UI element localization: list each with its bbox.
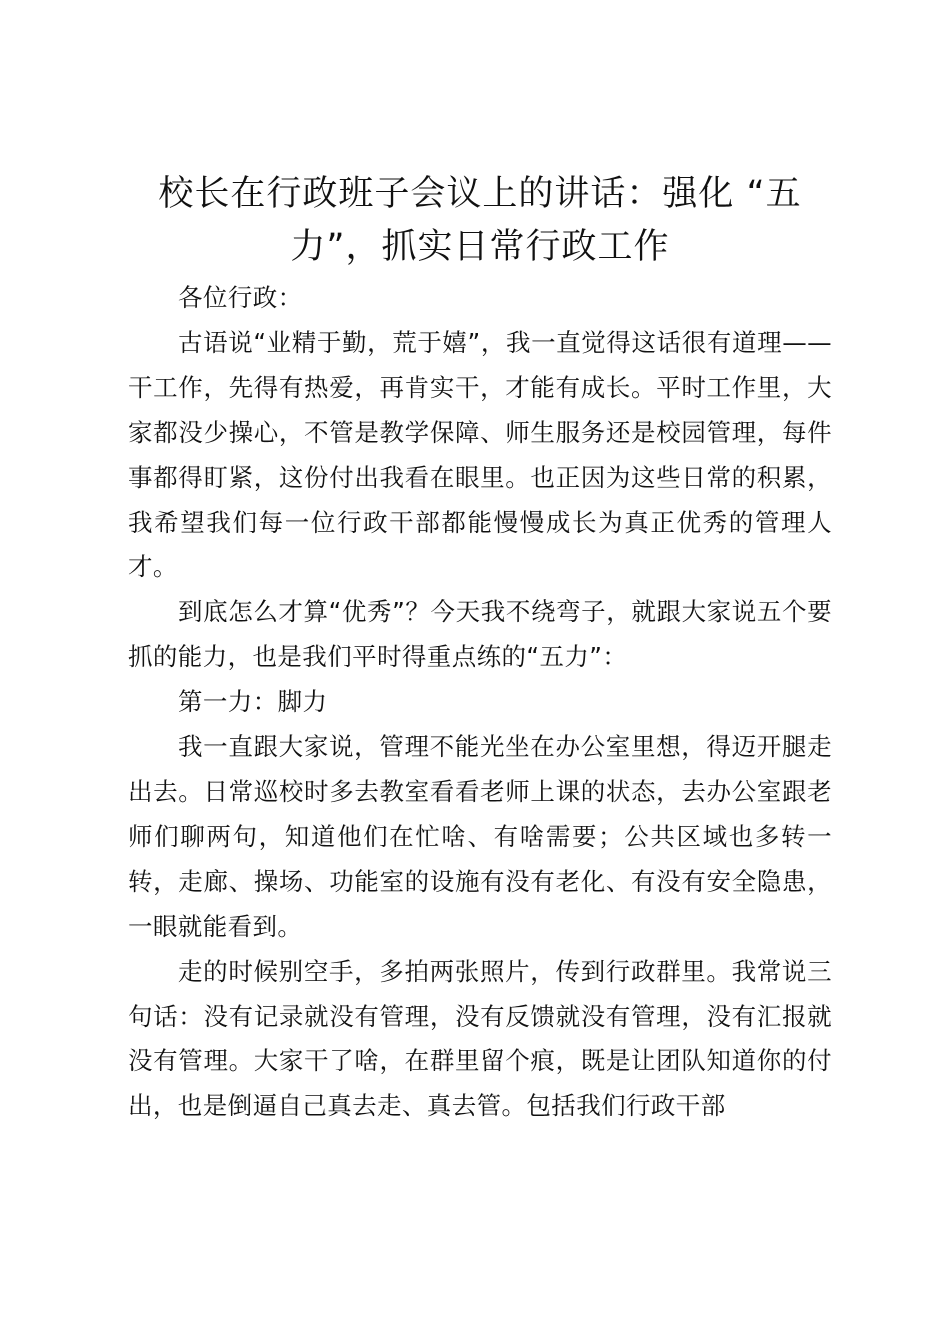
section-heading: 第一力：脚力 bbox=[178, 687, 328, 717]
paragraph: 走的时候别空手，多拍两张照片，传到行政群里。我常说三句话：没有记录就没有管理，没有反馈就没有管理，没有汇报就没有管理。大家干了啥，在群里留个痕，既是让团队知道你的付出，也是倒逼自己真去走、真去管。包括我们行政干部 bbox=[128, 956, 832, 1121]
document-body bbox=[128, 276, 832, 1129]
paragraph: 我一直跟大家说，管理不能光坐在办公室里想，得迈开腿走出去。日常巡校时多去教室看看老师上课的状态，去办公室跟老师们聊两句，知道他们在忙啥、有啥需要；公共区域也多转一转，走廊、操场、功能室的设施有没有老化、有没有安全隐患，一眼就能看到。 bbox=[128, 732, 832, 941]
document-title bbox=[150, 168, 810, 274]
title-line-1: 校长在行政班子会议上的讲话：强化 “五 bbox=[158, 174, 802, 214]
title-line-2: 力”，抓实日常行政工作 bbox=[290, 227, 670, 267]
salutation: 各位行政： bbox=[178, 283, 303, 312]
paragraph: 古语说“业精于勤，荒于嬉”，我一直觉得这话很有道理——干工作，先得有热爱，再肯实干，才能有成长。平时工作里，大家都没少操心，不管是教学保障、师生服务还是校园管理，每件事都得盯紧，这份付出我看在眼里。也正因为这些日常的积累，我希望我们每一位行政干部都能慢慢成长为真正优秀的管理人才。 bbox=[128, 327, 832, 582]
paragraph: 到底怎么才算“优秀”？今天我不绕弯子，就跟大家说五个要抓的能力，也是我们平时得重点练的“五力”： bbox=[128, 597, 832, 672]
